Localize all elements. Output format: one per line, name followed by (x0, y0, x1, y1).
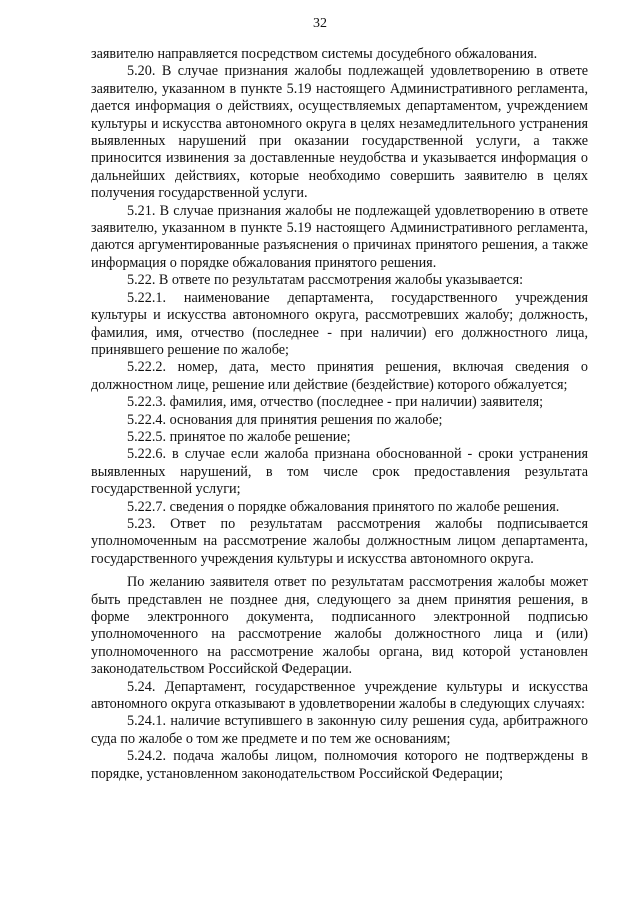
page-number: 32 (313, 16, 327, 31)
paragraph-5-22-6: 5.22.6. в случае если жалоба признана обоснованной - сроки устранения выявленных нарушений, в том числе срок предоставления результата государственной услуги; (91, 446, 588, 498)
paragraph-5-24-1: 5.24.1. наличие вступившего в законную силу решения суда, арбитражного суда по жалобе о том же предмете и по тем же основаниям; (91, 713, 588, 747)
paragraph-continuation: заявителю направляется посредством системы досудебного обжалования. (91, 46, 538, 62)
paragraph-by-request: По желанию заявителя ответ по результатам рассмотрения жалобы может быть представлен не позднее дня, следующего за днем принятия решения, в форме электронного документа, подписанного электронной подписью уполномоченного на рассмотрение жалобы должностного лица и (или) уполномоченного на рассмотрение жалобы органа, вид которой установлен законодательством Российской Федерации. (91, 574, 588, 678)
paragraph-5-22-3: 5.22.3. фамилия, имя, отчество (последнее - при наличии) заявителя; (127, 394, 544, 411)
paragraph-5-20: 5.20. В случае признания жалобы подлежащей удовлетворению в ответе заявителю, указанном в пункте 5.19 настоящего Административного регламента, дается информация о действиях, осуществляемых департаментом, учреждением культуры и искусства автономного округа в целях незамедлительного устранения выявленных нарушений при оказании государственной услуги, а также приносится извинения за доставленные неудобства и указывается информация о дальнейших действиях, которые необходимо совершить заявителю в целях получения государственной услуги. (91, 63, 588, 202)
paragraph-5-22-4: 5.22.4. основания для принятия решения по жалобе; (127, 411, 443, 428)
paragraph-5-22-2: 5.22.2. номер, дата, место принятия решения, включая сведения о должностном лице, решение или действие (бездействие) которого обжалуется; (91, 359, 588, 393)
paragraph-5-24: 5.24. Департамент, государственное учреждение культуры и искусства автономного округа отказывают в удовлетворении жалобы в следующих случаях: (91, 678, 588, 713)
paragraph-5-22-7: 5.22.7. сведения о порядке обжалования принятого по жалобе решения. (127, 498, 560, 515)
paragraph-5-23: 5.23. Ответ по результатам рассмотрения жалобы подписывается уполномоченным на рассмотрение жалобы должностным лицом департамента, государственного учреждения культуры и искусства автономного округа. (91, 515, 588, 567)
paragraph-5-24-2: 5.24.2. подача жалобы лицом, полномочия которого не подтверждены в порядке, установленном законодательством Российской Федерации; (91, 748, 588, 782)
paragraph-5-22-5: 5.22.5. принятое по жалобе решение; (127, 428, 351, 445)
paragraph-5-21: 5.21. В случае признания жалобы не подлежащей удовлетворению в ответе заявителю, указанном в пункте 5.19 настоящего Административного регламента, даются аргументированные разъяснения о причинах принятого решения, а также информация о порядке обжалования принятого решения. (91, 202, 588, 271)
document-body (91, 46, 588, 783)
paragraph-5-22-1: 5.22.1. наименование департамента, государственного учреждения культуры и искусства автономного округа, рассмотревших жалобу; должность, фамилия, имя, отчество (последнее - при наличии) его должностного лица, принявшего решение по жалобе; (91, 289, 588, 358)
paragraph-5-22: 5.22. В ответе по результатам рассмотрения жалобы указывается: (127, 272, 524, 289)
